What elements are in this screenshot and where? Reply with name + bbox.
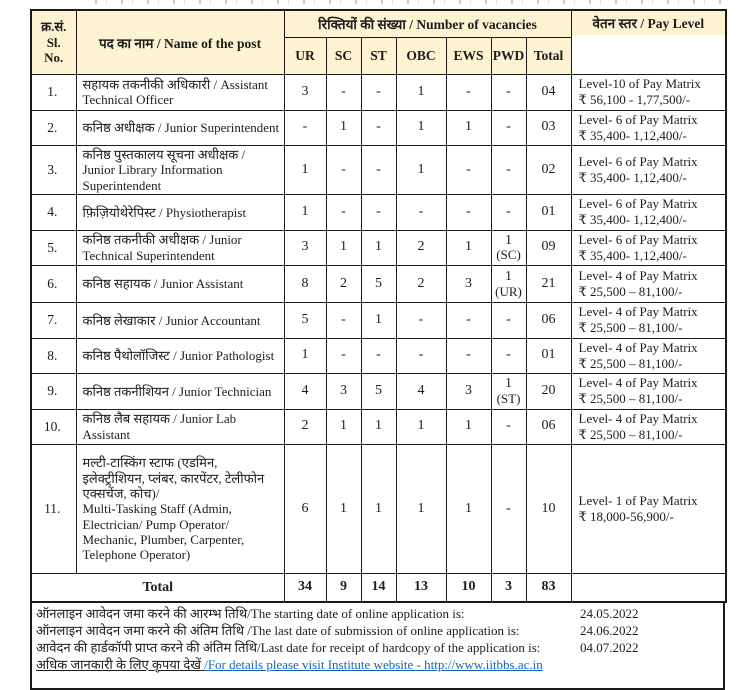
sl-cell: 3. (31, 146, 76, 195)
pay-level-line2: ₹ 35,400- 1,12,400/- (578, 170, 687, 185)
post-name-cell (76, 195, 284, 231)
sl-cell: 9. (31, 374, 76, 410)
pwd-cell: - (491, 146, 526, 195)
pay-level-line2: ₹ 18,000-56,900/- (578, 509, 674, 524)
pay-level-line1: Level- 4 of Pay Matrix (578, 375, 698, 390)
sl-cell: 2. (31, 110, 76, 146)
st-cell: 1 (361, 230, 396, 266)
pay-level-line2: ₹ 25,500 – 81,100/- (578, 391, 683, 407)
total-cell: 03 (526, 110, 571, 146)
col-header-post-name: पद का नाम / Name of the post (76, 10, 284, 75)
ur-cell: 4 (284, 374, 326, 410)
ews-cell: 1 (446, 409, 491, 445)
post-name: कनिष्ठ लेखाकार / Junior Accountant (82, 312, 261, 328)
ews-cell: 1 (446, 445, 491, 574)
col-header-sl-en1: Sl. (46, 34, 61, 50)
sl-cell: 5. (31, 230, 76, 266)
pay-level-cell (571, 110, 726, 146)
post-name: कनिष्ठ तकनीशियन / Junior Technician (82, 383, 272, 399)
st-cell: - (361, 338, 396, 374)
post-name: कनिष्ठ पुस्तकालय सूचना अधीक्षक / Junior Library Information Superintendent (82, 147, 246, 193)
col-header-sl-en2: No. (44, 50, 64, 66)
pay-level-line1: Level- 6 of Pay Matrix (578, 111, 698, 127)
col-header-st: ST (361, 38, 396, 75)
ur-cell: 1 (284, 338, 326, 374)
total-cell: 06 (526, 303, 571, 339)
pay-level-line2: ₹ 25,500 – 81,100/- (578, 426, 683, 442)
last-online-date-label: ऑनलाइन आवेदन जमा करने की अंतिम तिथि /The last date of submission of online application is: (36, 622, 520, 638)
table-row (31, 75, 726, 111)
col-header-ur: UR (284, 38, 326, 75)
total-cell: 04 (526, 75, 571, 111)
post-name-cell (76, 303, 284, 339)
table-row (31, 195, 726, 231)
table-row (31, 110, 726, 146)
obc-cell: 1 (396, 409, 446, 445)
pwd-count: 1 (505, 268, 512, 284)
total-obc-cell: 13 (396, 574, 446, 603)
total-cell: 02 (526, 146, 571, 195)
ur-cell: 6 (284, 445, 326, 574)
post-name-cell (76, 230, 284, 266)
pay-level-line1: Level- 6 of Pay Matrix (578, 196, 698, 211)
sl-cell: 6. (31, 266, 76, 303)
pay-level-line1: Level- 4 of Pay Matrix (578, 410, 698, 426)
post-name-cell (76, 75, 284, 111)
post-name-cell (76, 338, 284, 374)
ews-cell: 3 (446, 266, 491, 303)
st-cell: 5 (361, 266, 396, 303)
pay-level-line1: Level- 4 of Pay Matrix (578, 267, 698, 283)
pay-level-cell (571, 409, 726, 445)
pay-level-cell (571, 374, 726, 410)
pwd-category-note: (SC) (496, 247, 521, 263)
hardcopy-date-label: आवेदन की हार्डकॉपी प्राप्त करने की अंतिम तिथि/Last date for receipt of hardcopy of the application is: (36, 639, 541, 655)
total-sc-cell: 9 (326, 574, 361, 603)
total-cell: 21 (526, 266, 571, 303)
ur-cell: 3 (284, 230, 326, 266)
col-header-sl-hi: क्र.सं. (41, 19, 67, 35)
post-name-cell (76, 445, 284, 574)
sc-cell: - (326, 75, 361, 111)
sc-cell: 2 (326, 266, 361, 303)
obc-cell: 1 (396, 75, 446, 111)
total-row (31, 574, 726, 603)
pwd-count: 1 (505, 232, 512, 248)
pwd-cell: - (491, 338, 526, 374)
table-row (31, 230, 726, 266)
col-header-total: Total (526, 38, 571, 75)
col-header-obc: OBC (396, 38, 446, 75)
obc-cell: 2 (396, 230, 446, 266)
pay-level-cell (571, 195, 726, 231)
post-name: कनिष्ठ पैथोलॉजिस्ट / Junior Pathologist (82, 348, 275, 364)
ews-cell: - (446, 195, 491, 231)
table-row (31, 374, 726, 410)
pwd-category-note: (ST) (496, 390, 521, 406)
hardcopy-date-line (36, 640, 717, 657)
pay-level-line2: ₹ 56,100 - 1,77,500/- (578, 92, 691, 108)
sc-cell: - (326, 338, 361, 374)
pay-level-line2: ₹ 35,400- 1,12,400/- (578, 247, 687, 263)
pay-level-line1: Level- 4 of Pay Matrix (578, 304, 698, 319)
total-label: Total (31, 574, 284, 603)
pwd-cell: - (491, 195, 526, 231)
more-info-line (36, 657, 717, 674)
ews-cell: 3 (446, 374, 491, 410)
st-cell: 1 (361, 409, 396, 445)
pay-level-line2: ₹ 25,500 – 81,100/- (578, 284, 683, 299)
pay-level-line1: Level-10 of Pay Matrix (578, 76, 701, 91)
total-ur-cell: 34 (284, 574, 326, 603)
pwd-cell (491, 266, 526, 303)
post-name: कनिष्ठ अधीक्षक / Junior Superintendent (82, 120, 280, 136)
st-cell: 5 (361, 374, 396, 410)
header-row-1 (31, 10, 726, 38)
obc-cell: 1 (396, 146, 446, 195)
sc-cell: - (326, 146, 361, 195)
pwd-cell: - (491, 110, 526, 146)
institute-website-link[interactable]: /For details please visit Institute website - http://www.iitbbs.ac.in (204, 656, 543, 672)
ews-cell: 1 (446, 230, 491, 266)
total-st-cell: 14 (361, 574, 396, 603)
pay-level-cell (571, 230, 726, 266)
table-row (31, 409, 726, 445)
total-cell: 06 (526, 409, 571, 445)
st-cell: - (361, 75, 396, 111)
total-cell: 10 (526, 445, 571, 574)
sc-cell: - (326, 195, 361, 231)
sc-cell: 1 (326, 445, 361, 574)
post-name: कनिष्ठ सहायक / Junior Assistant (82, 276, 244, 292)
post-name-english: Multi-Tasking Staff (Admin, Electrician/ Pump Operator/ Mechanic, Plumber, Carpenter, Telephone Operator) (82, 501, 245, 563)
start-date-label: ऑनलाइन आवेदन जमा करने की आरम्भ तिथि/The starting date of online application is: (36, 606, 465, 621)
total-ews-cell: 10 (446, 574, 491, 603)
cropped-text-remnant (95, 0, 727, 4)
ur-cell: 1 (284, 195, 326, 231)
total-cell: 01 (526, 195, 571, 231)
sc-cell: 3 (326, 374, 361, 410)
pay-level-cell (571, 338, 726, 374)
obc-cell: 2 (396, 266, 446, 303)
pwd-cell: - (491, 445, 526, 574)
sl-cell: 4. (31, 195, 76, 231)
col-header-sc: SC (326, 38, 361, 75)
st-cell: - (361, 195, 396, 231)
table-row (31, 338, 726, 374)
total-cell: 09 (526, 230, 571, 266)
col-header-sl-no (31, 10, 76, 75)
post-name-cell (76, 266, 284, 303)
sl-cell: 10. (31, 409, 76, 445)
start-date-line (36, 606, 717, 623)
pay-level-cell (571, 303, 726, 339)
ur-cell: 5 (284, 303, 326, 339)
post-name: सहायक तकनीकी अधिकारी / Assistant Technical Officer (82, 76, 269, 108)
ews-cell: - (446, 338, 491, 374)
pay-level-cell (571, 75, 726, 111)
sl-cell: 11. (31, 445, 76, 574)
sl-cell: 7. (31, 303, 76, 339)
post-name-hindi: मल्टी-टास्किंग स्टाफ (एडमिन, इलेक्ट्रीशियन, प्लंबर, कारपेंटर, टेलीफोन एक्सचेंज, कोच)/ (82, 455, 265, 501)
post-name-cell (76, 110, 284, 146)
ews-cell: - (446, 75, 491, 111)
pay-level-line2: ₹ 25,500 – 81,100/- (578, 320, 683, 336)
total-cell: 20 (526, 374, 571, 410)
pay-level-line2: ₹ 35,400- 1,12,400/- (578, 127, 687, 143)
st-cell: 1 (361, 303, 396, 339)
pwd-cell: - (491, 303, 526, 339)
pay-level-line1: Level- 1 of Pay Matrix (578, 492, 698, 508)
col-header-ews: EWS (446, 38, 491, 75)
last-online-date-value: 24.06.2022 (580, 622, 639, 638)
pwd-cell (491, 230, 526, 266)
pay-level-line1: Level- 6 of Pay Matrix (578, 231, 698, 247)
obc-cell: - (396, 303, 446, 339)
ews-cell: 1 (446, 110, 491, 146)
pwd-cell: - (491, 409, 526, 445)
pay-level-cell (571, 146, 726, 195)
col-header-pwd: PWD (491, 38, 526, 75)
pwd-category-note: (UR) (495, 283, 522, 299)
sc-cell: 1 (326, 409, 361, 445)
post-name-cell (76, 374, 284, 410)
pay-level-line2: ₹ 35,400- 1,12,400/- (578, 212, 687, 228)
pay-level-line1: Level- 6 of Pay Matrix (578, 153, 698, 169)
ews-cell: - (446, 303, 491, 339)
post-name-cell (76, 146, 284, 195)
st-cell: - (361, 110, 396, 146)
obc-cell: - (396, 338, 446, 374)
post-name-cell (76, 409, 284, 445)
start-date-value: 24.05.2022 (580, 606, 639, 621)
ur-cell: 3 (284, 75, 326, 111)
post-name: फ़िज़ियोथेरेपिस्ट / Physiotherapist (82, 204, 247, 220)
pwd-cell: - (491, 75, 526, 111)
vacancy-notice (30, 9, 725, 690)
st-cell: 1 (361, 445, 396, 574)
obc-cell: 4 (396, 374, 446, 410)
sc-cell: 1 (326, 230, 361, 266)
obc-cell: - (396, 195, 446, 231)
empty-cell (571, 574, 726, 603)
pwd-cell (491, 374, 526, 410)
st-cell: - (361, 146, 396, 195)
pwd-count: 1 (505, 376, 512, 392)
ews-cell: - (446, 146, 491, 195)
ur-cell: - (284, 110, 326, 146)
sl-cell: 1. (31, 75, 76, 111)
pay-level-line2: ₹ 25,500 – 81,100/- (578, 355, 683, 371)
hardcopy-date-value: 04.07.2022 (580, 639, 639, 655)
table-row (31, 445, 726, 574)
last-online-date-line (36, 623, 717, 640)
table-row (31, 146, 726, 195)
post-name: कनिष्ठ लैब सहायक / Junior Lab Assistant (82, 411, 237, 442)
post-name: कनिष्ठ तकनीकी अधीक्षक / Junior Technical Superintendent (82, 232, 242, 263)
pay-level-line1: Level- 4 of Pay Matrix (578, 339, 698, 355)
vacancies-table (30, 9, 727, 603)
ur-cell: 1 (284, 146, 326, 195)
sc-cell: - (326, 303, 361, 339)
total-pwd-cell: 3 (491, 574, 526, 603)
total-vacancies-cell: 83 (526, 574, 571, 603)
sl-cell: 8. (31, 338, 76, 374)
col-header-pay-level: वेतन स्तर / Pay Level (571, 10, 726, 75)
pay-level-cell (571, 445, 726, 574)
pay-level-cell (571, 266, 726, 303)
more-info-label: अधिक जानकारी के लिए कृपया देखें (36, 656, 205, 672)
table-row (31, 266, 726, 303)
sc-cell: 1 (326, 110, 361, 146)
total-cell: 01 (526, 338, 571, 374)
col-header-vacancies-group: रिक्तियों की संख्या / Number of vacancies (284, 10, 571, 38)
obc-cell: 1 (396, 110, 446, 146)
obc-cell: 1 (396, 445, 446, 574)
ur-cell: 8 (284, 266, 326, 303)
ur-cell: 2 (284, 409, 326, 445)
table-row (31, 303, 726, 339)
